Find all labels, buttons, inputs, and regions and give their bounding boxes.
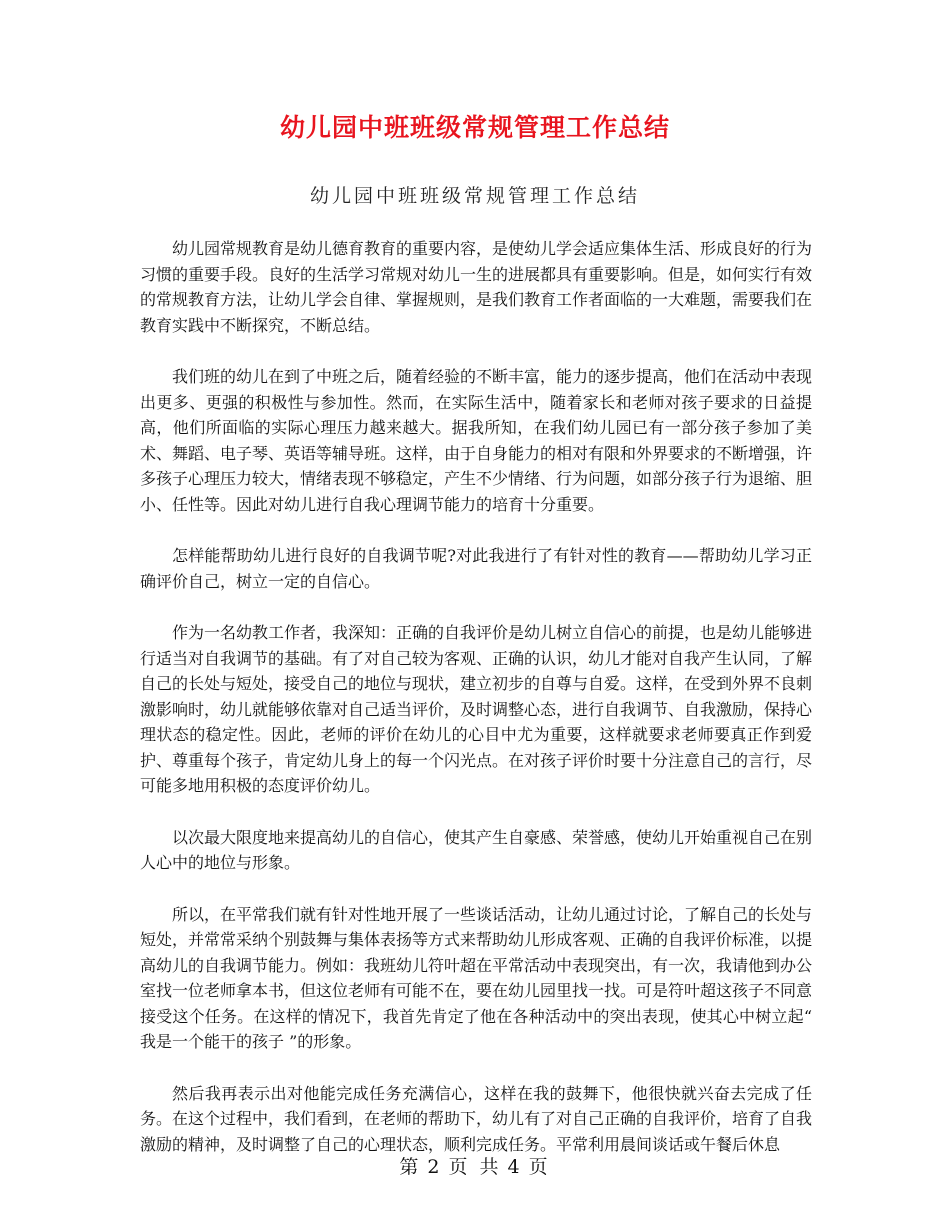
page-label-mid: 页 共 bbox=[448, 1156, 502, 1178]
total-page-count: 4 bbox=[507, 1156, 523, 1178]
paragraph: 作为一名幼教工作者，我深知：正确的自我评价是幼儿树立自信心的前提，也是幼儿能够进行适当对自我调节的基础。有了对自己较为客观、正确的认识，幼儿才能对自我产生认同，了解自己的长处与短处，接受自己的地位与现状，建立初步的自尊与自爱。这样，在受到外界不良刺激影响时，幼儿就能够依靠对自己适当评价，及时调整心态，进行自我调节、自我激励，保持心理状态的稳定性。因此，老师的评价在幼儿的心目中尤为重要，这样就要求老师要真正作到爱护、尊重每个孩子，肯定幼儿身上的每一个闪光点。在对孩子评价时要十分注意自己的言行，尽可能多地用积极的态度评价幼儿。 bbox=[140, 623, 813, 795]
page-label-prefix: 第 bbox=[399, 1156, 422, 1178]
paragraph: 以次最大限度地来提高幼儿的自信心，使其产生自豪感、荣誉感，使幼儿开始重视自己在别人心中的地位与形象。 bbox=[140, 827, 813, 872]
paragraph: 我们班的幼儿在到了中班之后，随着经验的不断丰富，能力的逐步提高，他们在活动中表现出更多、更强的积极性与参加性。然而，在实际生活中，随着家长和老师对孩子要求的日益提高，他们所面临的实际心理压力越来越大。据我所知，在我们幼儿园已有一部分孩子参加了美术、舞蹈、电子琴、英语等辅导班。这样，由于自身能力的相对有限和外界要求的不断增强，许多孩子心理压力较大，情绪表现不够稳定，产生不少情绪、行为问题，如部分孩子行为退缩、胆小、任性等。因此对幼儿进行自我心理调节能力的培育十分重要。 bbox=[140, 367, 813, 514]
page-number-footer bbox=[0, 1152, 950, 1179]
page-label-suffix: 页 bbox=[528, 1156, 551, 1178]
paragraph: 所以，在平常我们就有针对性地开展了一些谈话活动，让幼儿通过讨论，了解自己的长处与短处，并常常采纳个别鼓舞与集体表扬等方式来帮助幼儿形成客观、正确的自我评价标准，以提高幼儿的自我调节能力。例如：我班幼儿符叶超在平常活动中表现突出，有一次，我请他到办公室找一位老师拿本书，但这位老师有可能不在，要在幼儿园里找一找。可是符叶超这孩子不同意接受这个任务。在这样的情况下，我首先肯定了他在各种活动中的突出表现，使其心中树立起“ 我是一个能干的孩子 ”的形象。 bbox=[140, 904, 813, 1051]
paragraph: 然后我再表示出对他能完成任务充满信心，这样在我的鼓舞下，他很快就兴奋去完成了任务。在这个过程中，我们看到，在老师的帮助下，幼儿有了对自己正确的自我评价，培育了自我激励的精神，及时调整了自己的心理状态，顺利完成任务。平常利用晨间谈话或午餐后休息 bbox=[140, 1083, 813, 1154]
document-subtitle: 幼儿园中班班级常规管理工作总结 bbox=[309, 185, 640, 207]
document-body bbox=[140, 236, 812, 1183]
document-title: 幼儿园中班班级常规管理工作总结 bbox=[279, 113, 670, 142]
paragraph: 幼儿园常规教育是幼儿德育教育的重要内容，是使幼儿学会适应集体生活、形成良好的行为习惯的重要手段。良好的生活学习常规对幼儿一生的进展都具有重要影响。但是，如何实行有效的常规教育方法，让幼儿学会自律、掌握规则，是我们教育工作者面临的一大难题，需要我们在教育实践中不断探究，不断总结。 bbox=[140, 239, 813, 335]
paragraph: 怎样能帮助幼儿进行良好的自我调节呢?对此我进行了有针对性的教育——帮助幼儿学习正确评价自己，树立一定的自信心。 bbox=[140, 546, 812, 591]
current-page-number: 2 bbox=[427, 1156, 443, 1178]
